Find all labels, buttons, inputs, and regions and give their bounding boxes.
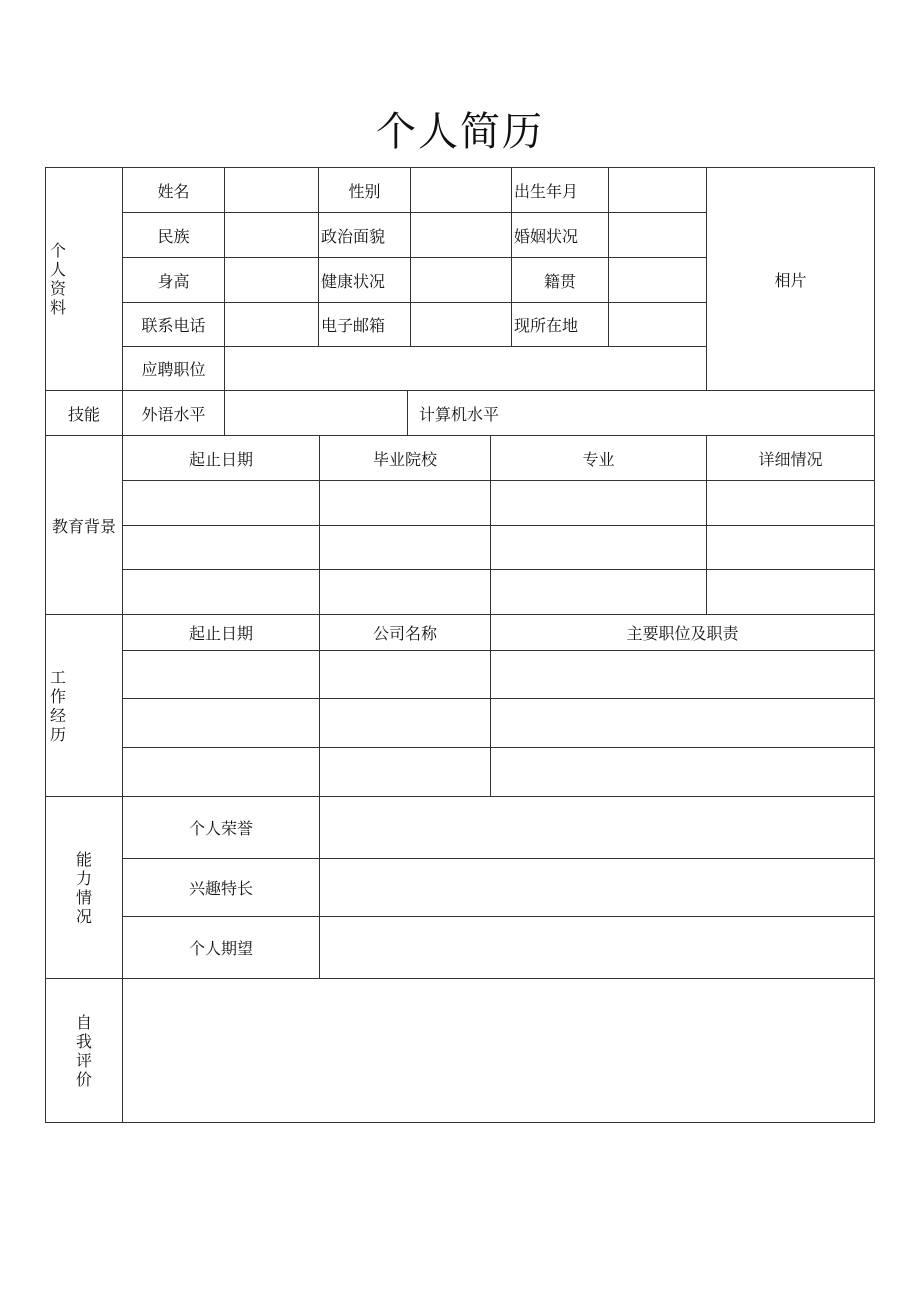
email-field[interactable]: [410, 302, 512, 347]
label-marital: 婚姻状况: [511, 212, 609, 258]
work-cell[interactable]: [122, 698, 320, 748]
label-health: 健康状况: [318, 257, 411, 303]
work-cell[interactable]: [122, 747, 320, 797]
edu-cell[interactable]: [122, 525, 320, 570]
label-native: 籍贯: [511, 257, 609, 303]
birth-field[interactable]: [608, 167, 707, 213]
label-name: 姓名: [122, 167, 225, 213]
section-personal-label: 个 人 资 料: [45, 167, 123, 391]
work-header-dates: 起止日期: [122, 614, 320, 651]
label-location: 现所在地: [511, 302, 609, 347]
edu-cell[interactable]: [319, 525, 491, 570]
health-field[interactable]: [410, 257, 512, 303]
page-title: 个人简历: [376, 109, 544, 155]
edu-cell[interactable]: [706, 525, 875, 570]
honors-field[interactable]: [319, 796, 875, 859]
label-ethnicity: 民族: [122, 212, 225, 258]
section-education-label: 教育背景: [45, 435, 123, 615]
interests-field[interactable]: [319, 858, 875, 917]
edu-cell[interactable]: [706, 480, 875, 526]
gender-field[interactable]: [410, 167, 512, 213]
native-field[interactable]: [608, 257, 707, 303]
section-skills-label: 技能: [45, 390, 123, 436]
work-cell[interactable]: [490, 650, 875, 699]
position-field[interactable]: [224, 346, 707, 391]
edu-cell[interactable]: [122, 480, 320, 526]
edu-cell[interactable]: [122, 569, 320, 615]
label-computer: 计算机水平: [407, 390, 875, 436]
work-cell[interactable]: [319, 698, 491, 748]
work-header-duties: 主要职位及职责: [490, 614, 875, 651]
work-header-company: 公司名称: [319, 614, 491, 651]
label-height: 身高: [122, 257, 225, 303]
label-language: 外语水平: [122, 390, 225, 436]
marital-field[interactable]: [608, 212, 707, 258]
edu-cell[interactable]: [706, 569, 875, 615]
label-phone: 联系电话: [122, 302, 225, 347]
label-gender: 性别: [318, 167, 411, 213]
language-field[interactable]: [224, 390, 408, 436]
work-cell[interactable]: [319, 747, 491, 797]
work-cell[interactable]: [490, 747, 875, 797]
edu-cell[interactable]: [319, 480, 491, 526]
label-interests: 兴趣特长: [122, 858, 320, 917]
edu-header-dates: 起止日期: [122, 435, 320, 481]
work-cell[interactable]: [490, 698, 875, 748]
section-ability-label: 能 力 情 况: [45, 796, 123, 979]
label-position: 应聘职位: [122, 346, 225, 391]
edu-header-details: 详细情况: [706, 435, 875, 481]
location-field[interactable]: [608, 302, 707, 347]
section-self-eval-label: 自 我 评 价: [45, 978, 123, 1123]
label-birth: 出生年月: [511, 167, 609, 213]
edu-header-major: 专业: [490, 435, 707, 481]
self-eval-field[interactable]: [122, 978, 875, 1123]
label-honors: 个人荣誉: [122, 796, 320, 859]
height-field[interactable]: [224, 257, 319, 303]
edu-header-school: 毕业院校: [319, 435, 491, 481]
edu-cell[interactable]: [490, 480, 707, 526]
edu-cell[interactable]: [319, 569, 491, 615]
ethnicity-field[interactable]: [224, 212, 319, 258]
work-cell[interactable]: [122, 650, 320, 699]
work-cell[interactable]: [319, 650, 491, 699]
edu-cell[interactable]: [490, 525, 707, 570]
photo-box[interactable]: 相片: [706, 167, 875, 391]
political-field[interactable]: [410, 212, 512, 258]
label-email: 电子邮箱: [318, 302, 411, 347]
phone-field[interactable]: [224, 302, 319, 347]
label-expectations: 个人期望: [122, 916, 320, 979]
label-political: 政治面貌: [318, 212, 411, 258]
name-field[interactable]: [224, 167, 319, 213]
expectations-field[interactable]: [319, 916, 875, 979]
section-work-label: 工 作 经 历: [45, 614, 123, 797]
edu-cell[interactable]: [490, 569, 707, 615]
